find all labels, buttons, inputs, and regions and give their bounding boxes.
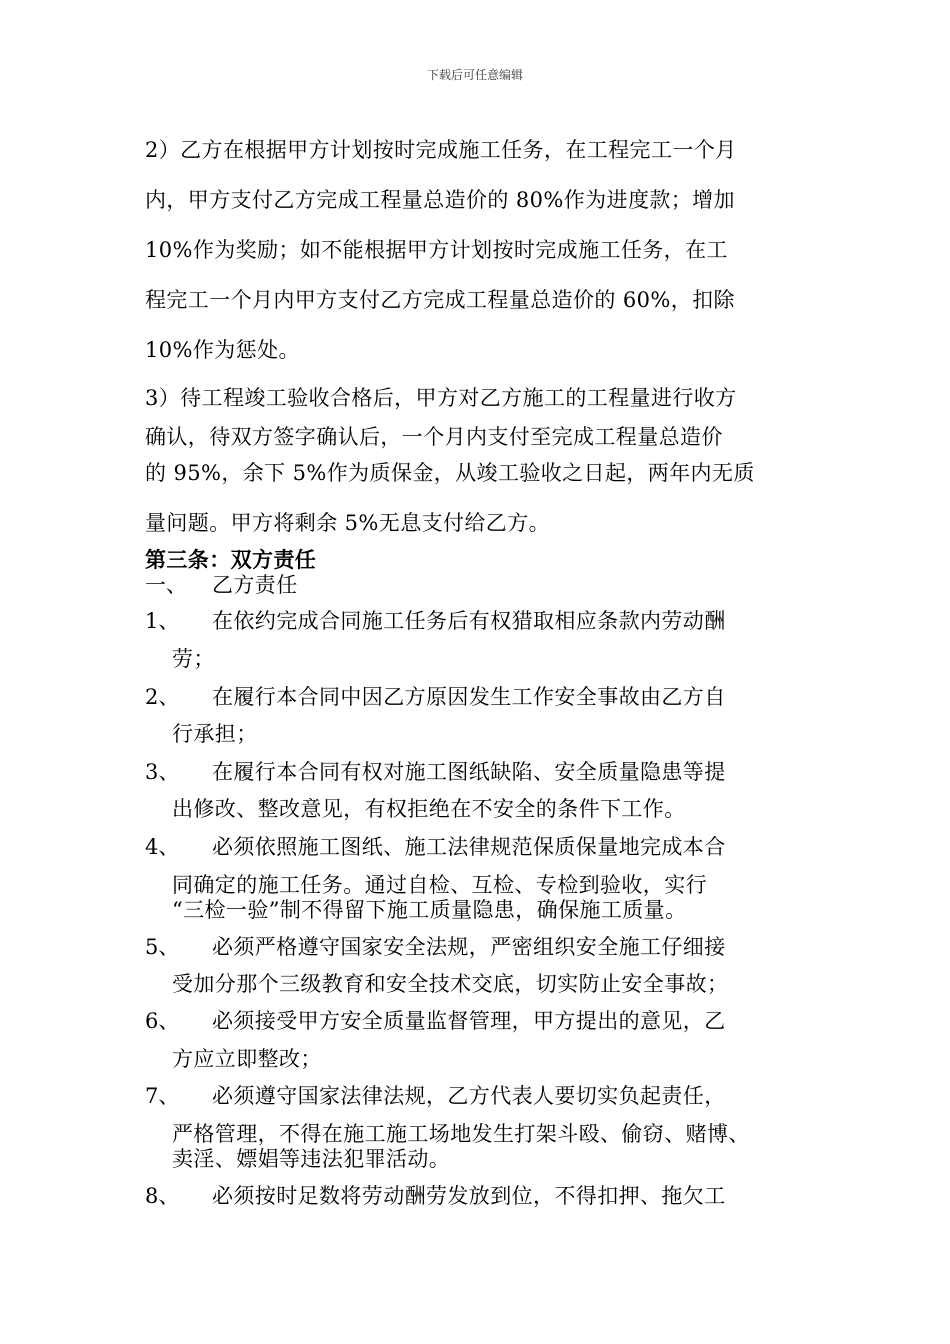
item-continuation: “三检一验”制不得留下施工质量隐患，确保施工质量。	[172, 898, 687, 922]
item-continuation: 卖淫、嫖娼等违法犯罪活动。	[172, 1147, 451, 1171]
item-number: 5、	[145, 935, 180, 959]
item-number: 1、	[145, 609, 180, 633]
para3-line: 3）待工程竣工验收合格后，甲方对乙方施工的工程量进行收方	[145, 386, 737, 410]
item-text: 在履行本合同有权对施工图纸缺陷、安全质量隐患等提	[212, 760, 726, 784]
item-continuation: 受加分那个三级教育和安全技术交底，切实防止安全事故；	[172, 972, 729, 996]
para2-line: 10%作为惩处。	[145, 338, 300, 362]
item-number: 7、	[145, 1084, 180, 1108]
item-number: 3、	[145, 760, 180, 784]
item-continuation: 行承担；	[172, 722, 258, 746]
item-text: 必须严格遵守国家安全法规，严密组织安全施工仔细接	[212, 935, 726, 959]
item-number: 2、	[145, 685, 180, 709]
para3-line: 确认，待双方签字确认后，一个月内支付至完成工程量总造价	[145, 425, 723, 449]
item-text: 必须遵守国家法律法规，乙方代表人要切实负起责任，	[212, 1084, 726, 1108]
para3-line: 的 95%，余下 5%作为质保金，从竣工验收之日起，两年内无质	[145, 461, 755, 485]
item-continuation: 严格管理，不得在施工施工场地发生打架斗殴、偷窃、赌博、	[172, 1122, 750, 1146]
item-number: 8、	[145, 1184, 180, 1208]
item-text: 必须接受甲方安全质量监督管理，甲方提出的意见，乙	[212, 1009, 726, 1033]
item-number: 4、	[145, 835, 180, 859]
para2-line: 程完工一个月内甲方支付乙方完成工程量总造价的 60%，扣除	[145, 288, 735, 312]
item-text: 必须按时足数将劳动酬劳发放到位，不得扣押、拖欠工	[212, 1184, 726, 1208]
item-text: 在依约完成合同施工任务后有权猎取相应条款内劳动酬	[212, 609, 726, 633]
para2-line: 内，甲方支付乙方完成工程量总造价的 80%作为进度款；增加	[145, 188, 735, 212]
page-header: 下载后可任意编辑	[426, 68, 523, 82]
item-text: 必须依照施工图纸、施工法律规范保质保量地完成本合	[212, 835, 726, 859]
subsection-title: 乙方责任	[212, 573, 298, 597]
item-number: 6、	[145, 1009, 180, 1033]
item-continuation: 出修改、整改意见，有权拒绝在不安全的条件下工作。	[172, 797, 686, 821]
item-continuation: 同确定的施工任务。通过自检、互检、专检到验收，实行	[172, 873, 707, 897]
item-continuation: 方应立即整改；	[172, 1047, 322, 1071]
item-continuation: 劳；	[172, 647, 215, 671]
item-text: 在履行本合同中因乙方原因发生工作安全事故由乙方自	[212, 685, 726, 709]
para3-line: 量问题。甲方将剩余 5%无息支付给乙方。	[145, 511, 550, 535]
para2-line: 2）乙方在根据甲方计划按时完成施工任务，在工程完工一个月	[145, 138, 737, 162]
para2-line: 10%作为奖励；如不能根据甲方计划按时完成施工任务，在工	[145, 238, 728, 262]
section-title: 第三条：双方责任	[145, 547, 317, 572]
subsection-number: 一、	[145, 573, 187, 597]
